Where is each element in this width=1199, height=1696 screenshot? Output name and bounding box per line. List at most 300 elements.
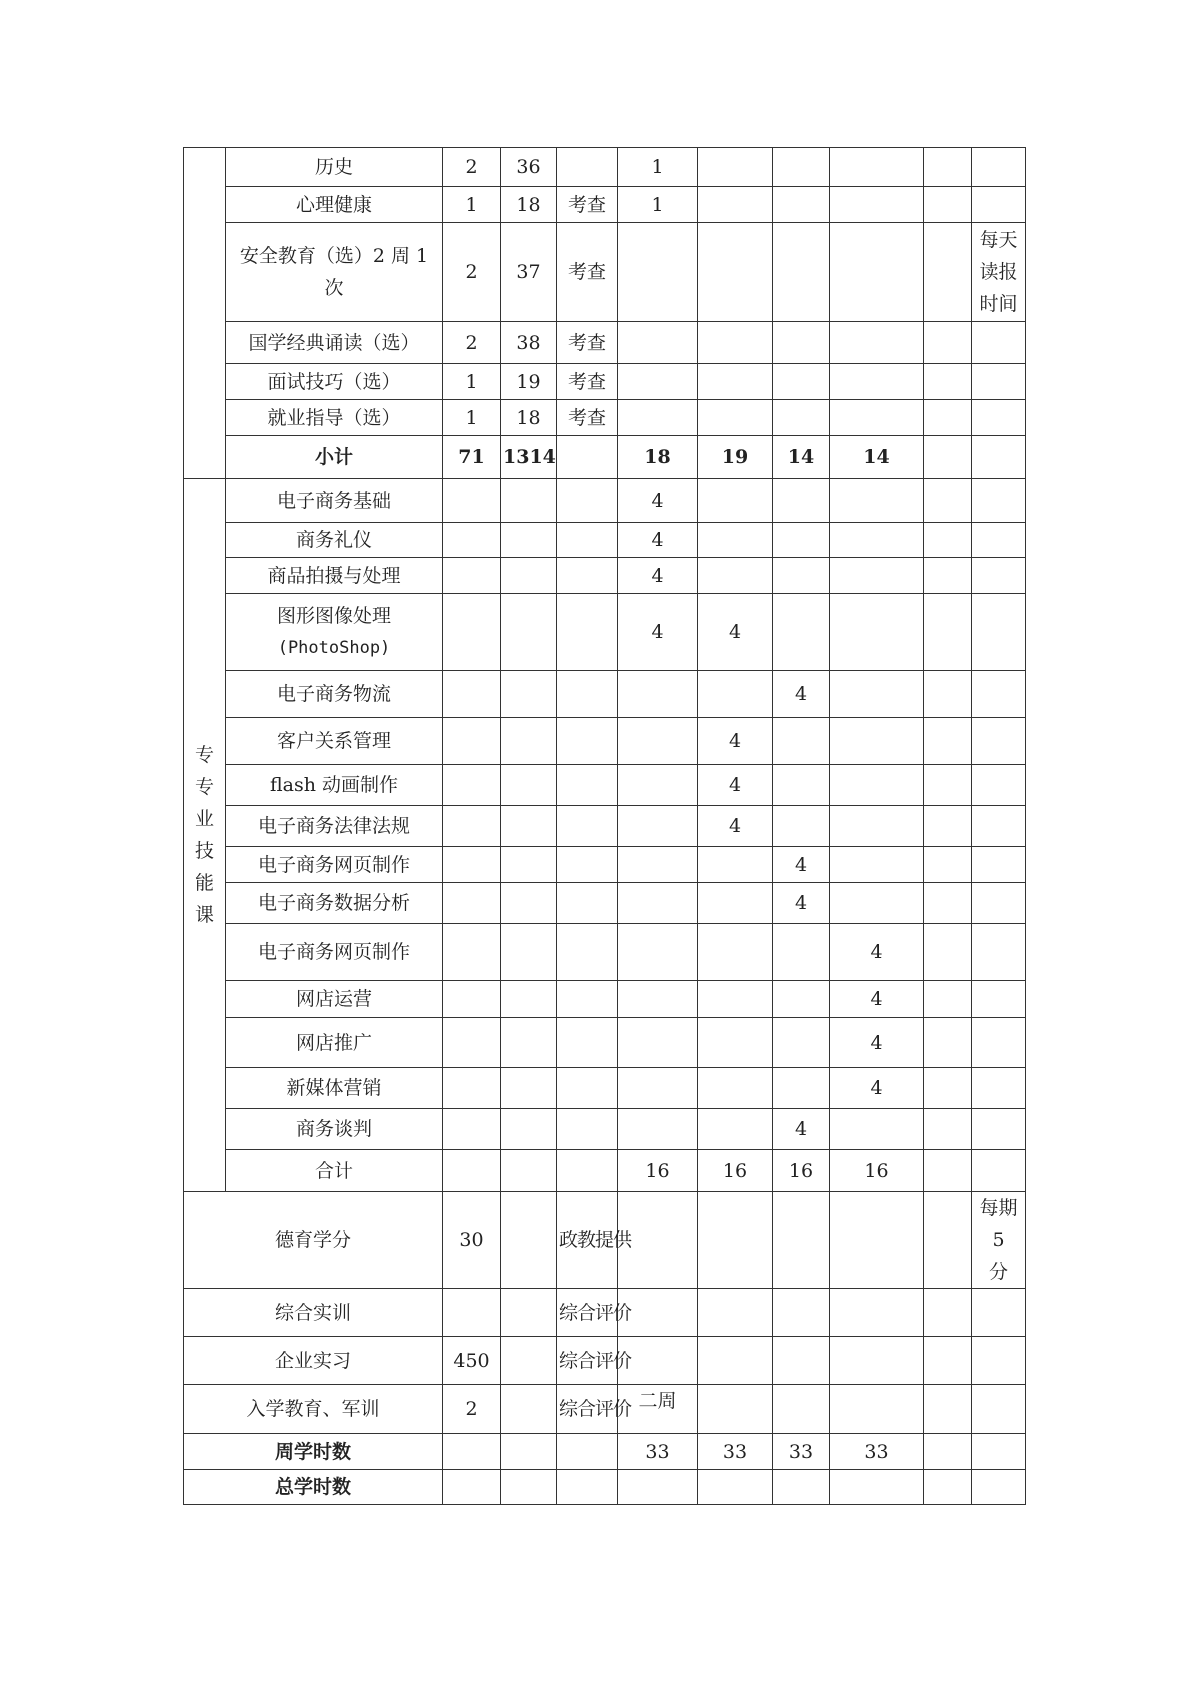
semester-3-cell bbox=[773, 1192, 830, 1289]
credits-cell: 2 bbox=[443, 223, 501, 322]
total-label: 合计 bbox=[226, 1150, 443, 1192]
semester-4-cell: 4 bbox=[830, 1018, 924, 1068]
table-row bbox=[184, 364, 1026, 400]
semester-5-cell bbox=[924, 981, 972, 1018]
semester-3-cell bbox=[773, 924, 830, 981]
semester-3-cell: 14 bbox=[773, 436, 830, 479]
assessment-cell bbox=[557, 594, 618, 671]
note-line: 时间 bbox=[979, 293, 1018, 315]
semester-4-cell bbox=[830, 718, 924, 765]
course-name: 商品拍摄与处理 bbox=[226, 558, 443, 594]
semester-5-cell bbox=[924, 479, 972, 523]
credits-cell: 1 bbox=[443, 364, 501, 400]
note-cell bbox=[972, 187, 1026, 223]
semester-5-cell bbox=[924, 223, 972, 322]
semester-5-cell bbox=[924, 1192, 972, 1289]
table-row bbox=[184, 1192, 1026, 1289]
hours-cell bbox=[501, 718, 557, 765]
semester-1-cell bbox=[618, 806, 698, 847]
semester-3-cell bbox=[773, 223, 830, 322]
semester-3-cell bbox=[773, 1470, 830, 1505]
course-name: 电子商务网页制作 bbox=[226, 847, 443, 883]
note-line: 每期5 bbox=[979, 1197, 1018, 1251]
semester-2-cell bbox=[698, 1068, 773, 1109]
row-label: 综合实训 bbox=[184, 1289, 443, 1337]
assessment-cell bbox=[557, 1434, 618, 1470]
credits-cell bbox=[443, 1068, 501, 1109]
semester-5-cell bbox=[924, 806, 972, 847]
credits-cell bbox=[443, 1434, 501, 1470]
semester-5-cell bbox=[924, 924, 972, 981]
note-cell bbox=[972, 148, 1026, 187]
credits-cell bbox=[443, 1109, 501, 1150]
note-cell bbox=[972, 671, 1026, 718]
assessment-cell: 考查 bbox=[557, 322, 618, 364]
semester-3-cell bbox=[773, 981, 830, 1018]
course-name-line: 安全教育（选）2 周 1 bbox=[239, 245, 429, 267]
note-cell bbox=[972, 1018, 1026, 1068]
credits-cell bbox=[443, 479, 501, 523]
semester-1-cell bbox=[618, 1068, 698, 1109]
semester-3-cell bbox=[773, 558, 830, 594]
assessment-cell bbox=[557, 479, 618, 523]
semester-4-cell bbox=[830, 1289, 924, 1337]
semester-2-cell bbox=[698, 1470, 773, 1505]
assessment-cell: 考查 bbox=[557, 400, 618, 436]
assessment-cell bbox=[557, 847, 618, 883]
semester-4-cell bbox=[830, 1385, 924, 1434]
note-cell bbox=[972, 883, 1026, 924]
assessment-cell bbox=[557, 436, 618, 479]
semester-3-cell bbox=[773, 148, 830, 187]
assessment-cell bbox=[557, 718, 618, 765]
table-row bbox=[184, 558, 1026, 594]
semester-4-cell bbox=[830, 1337, 924, 1385]
semester-2-cell bbox=[698, 1337, 773, 1385]
semester-4-cell bbox=[830, 479, 924, 523]
hours-cell bbox=[501, 765, 557, 806]
hours-cell bbox=[501, 1109, 557, 1150]
note-cell bbox=[972, 558, 1026, 594]
table-row bbox=[184, 223, 1026, 322]
assessment-cell bbox=[557, 765, 618, 806]
semester-4-cell bbox=[830, 765, 924, 806]
note-cell bbox=[972, 1289, 1026, 1337]
credits-cell bbox=[443, 523, 501, 558]
assessment-cell: 政教提供 bbox=[557, 1192, 618, 1289]
semester-3-cell bbox=[773, 523, 830, 558]
semester-2-cell bbox=[698, 364, 773, 400]
hours-cell: 36 bbox=[501, 148, 557, 187]
semester-2-cell bbox=[698, 523, 773, 558]
semester-5-cell bbox=[924, 1109, 972, 1150]
semester-2-cell bbox=[698, 148, 773, 187]
semester-5-cell bbox=[924, 187, 972, 223]
semester-5-cell bbox=[924, 400, 972, 436]
semester-2-cell bbox=[698, 558, 773, 594]
semester-3-cell bbox=[773, 765, 830, 806]
semester-5-cell bbox=[924, 148, 972, 187]
table-row bbox=[184, 400, 1026, 436]
note-cell bbox=[972, 594, 1026, 671]
course-name: 电子商务数据分析 bbox=[226, 883, 443, 924]
credits-cell bbox=[443, 718, 501, 765]
hours-cell: 18 bbox=[501, 187, 557, 223]
semester-5-cell bbox=[924, 1434, 972, 1470]
note-cell bbox=[972, 1150, 1026, 1192]
semester-2-cell bbox=[698, 883, 773, 924]
total-hours-row bbox=[184, 1470, 1026, 1505]
assessment-cell: 考查 bbox=[557, 187, 618, 223]
note-cell bbox=[972, 1109, 1026, 1150]
semester-3-cell bbox=[773, 718, 830, 765]
semester-4-cell bbox=[830, 322, 924, 364]
note-cell bbox=[972, 718, 1026, 765]
note-cell bbox=[972, 223, 1026, 322]
semester-3-cell bbox=[773, 187, 830, 223]
credits-cell: 2 bbox=[443, 148, 501, 187]
category-char: 业 bbox=[194, 808, 214, 830]
semester-2-cell bbox=[698, 924, 773, 981]
assessment-cell: 考查 bbox=[557, 223, 618, 322]
credits-cell: 30 bbox=[443, 1192, 501, 1289]
course-name: 网店运营 bbox=[226, 981, 443, 1018]
semester-4-cell: 14 bbox=[830, 436, 924, 479]
course-name: 历史 bbox=[226, 148, 443, 187]
semester-2-cell bbox=[698, 847, 773, 883]
note-cell bbox=[972, 523, 1026, 558]
semester-4-cell bbox=[830, 148, 924, 187]
credits-cell bbox=[443, 981, 501, 1018]
semester-5-cell bbox=[924, 847, 972, 883]
semester-3-cell bbox=[773, 1385, 830, 1434]
semester-1-cell: 1 bbox=[618, 187, 698, 223]
course-name: 电子商务网页制作 bbox=[226, 924, 443, 981]
assessment-cell bbox=[557, 671, 618, 718]
course-name bbox=[226, 594, 443, 671]
credits-cell: 1 bbox=[443, 187, 501, 223]
table-row bbox=[184, 671, 1026, 718]
category-char: 专 bbox=[194, 744, 214, 766]
semester-2-cell bbox=[698, 400, 773, 436]
category-cell-general bbox=[184, 148, 226, 479]
semester-5-cell bbox=[924, 594, 972, 671]
subtotal-hours: 1314 bbox=[501, 436, 557, 479]
semester-3-cell: 16 bbox=[773, 1150, 830, 1192]
course-name-line: (PhotoShop) bbox=[277, 638, 391, 658]
semester-3-cell bbox=[773, 364, 830, 400]
semester-2-cell bbox=[698, 1289, 773, 1337]
semester-2-cell bbox=[698, 1018, 773, 1068]
semester-1-cell: 二周 bbox=[618, 1385, 698, 1434]
semester-1-cell: 4 bbox=[618, 479, 698, 523]
semester-1-cell bbox=[618, 718, 698, 765]
hours-cell bbox=[501, 671, 557, 718]
semester-1-cell bbox=[618, 223, 698, 322]
semester-2-cell bbox=[698, 1109, 773, 1150]
semester-4-cell bbox=[830, 364, 924, 400]
note-cell bbox=[972, 981, 1026, 1018]
semester-2-cell bbox=[698, 322, 773, 364]
semester-5-cell bbox=[924, 1018, 972, 1068]
semester-4-cell bbox=[830, 223, 924, 322]
hours-cell bbox=[501, 924, 557, 981]
note-cell bbox=[972, 322, 1026, 364]
table-row bbox=[184, 1018, 1026, 1068]
semester-2-cell: 4 bbox=[698, 765, 773, 806]
semester-3-cell bbox=[773, 322, 830, 364]
note-cell bbox=[972, 1470, 1026, 1505]
course-name: flash 动画制作 bbox=[226, 765, 443, 806]
assessment-cell bbox=[557, 1470, 618, 1505]
semester-2-cell bbox=[698, 479, 773, 523]
semester-1-cell bbox=[618, 765, 698, 806]
semester-5-cell bbox=[924, 883, 972, 924]
course-name: 商务礼仪 bbox=[226, 523, 443, 558]
course-name: 电子商务基础 bbox=[226, 479, 443, 523]
table-row bbox=[184, 148, 1026, 187]
note-cell bbox=[972, 847, 1026, 883]
semester-3-cell: 33 bbox=[773, 1434, 830, 1470]
hours-cell bbox=[501, 1150, 557, 1192]
note-line: 分 bbox=[988, 1261, 1008, 1283]
hours-cell bbox=[501, 1470, 557, 1505]
credits-cell bbox=[443, 765, 501, 806]
semester-2-cell: 16 bbox=[698, 1150, 773, 1192]
semester-4-cell bbox=[830, 187, 924, 223]
credits-cell bbox=[443, 1470, 501, 1505]
assessment-cell bbox=[557, 1068, 618, 1109]
credits-cell: 1 bbox=[443, 400, 501, 436]
note-cell bbox=[972, 1192, 1026, 1289]
semester-1-cell bbox=[618, 364, 698, 400]
semester-5-cell bbox=[924, 436, 972, 479]
subtotal-row bbox=[184, 436, 1026, 479]
note-cell bbox=[972, 400, 1026, 436]
semester-5-cell bbox=[924, 364, 972, 400]
credits-cell bbox=[443, 1289, 501, 1337]
note-cell bbox=[972, 1068, 1026, 1109]
semester-4-cell: 4 bbox=[830, 924, 924, 981]
hours-cell bbox=[501, 1385, 557, 1434]
hours-cell bbox=[501, 1068, 557, 1109]
hours-cell bbox=[501, 558, 557, 594]
hours-cell bbox=[501, 594, 557, 671]
semester-2-cell bbox=[698, 1385, 773, 1434]
table-row bbox=[184, 981, 1026, 1018]
hours-cell bbox=[501, 1192, 557, 1289]
table-row bbox=[184, 924, 1026, 981]
semester-2-cell: 19 bbox=[698, 436, 773, 479]
semester-5-cell bbox=[924, 765, 972, 806]
curriculum-table bbox=[183, 147, 1026, 1505]
hours-cell bbox=[501, 1434, 557, 1470]
hours-cell bbox=[501, 523, 557, 558]
category-char: 专 bbox=[194, 776, 214, 798]
semester-1-cell bbox=[618, 883, 698, 924]
course-name: 面试技巧（选） bbox=[226, 364, 443, 400]
hours-cell bbox=[501, 1018, 557, 1068]
semester-1-cell bbox=[618, 1470, 698, 1505]
note-cell bbox=[972, 765, 1026, 806]
credits-cell bbox=[443, 806, 501, 847]
subtotal-label: 小计 bbox=[226, 436, 443, 479]
credits-cell bbox=[443, 671, 501, 718]
semester-5-cell bbox=[924, 558, 972, 594]
semester-4-cell bbox=[830, 400, 924, 436]
table-row bbox=[184, 883, 1026, 924]
assessment-cell bbox=[557, 981, 618, 1018]
category-char: 课 bbox=[194, 904, 214, 926]
hours-cell bbox=[501, 806, 557, 847]
assessment-cell bbox=[557, 1018, 618, 1068]
semester-5-cell bbox=[924, 523, 972, 558]
table-row bbox=[184, 523, 1026, 558]
table-row bbox=[184, 1289, 1026, 1337]
semester-4-cell bbox=[830, 671, 924, 718]
semester-2-cell bbox=[698, 981, 773, 1018]
hours-cell: 18 bbox=[501, 400, 557, 436]
note-line: 每天 bbox=[979, 229, 1018, 251]
credits-cell bbox=[443, 1150, 501, 1192]
row-label: 德育学分 bbox=[184, 1192, 443, 1289]
semester-3-cell bbox=[773, 479, 830, 523]
table-row bbox=[184, 187, 1026, 223]
total-hours-label: 总学时数 bbox=[184, 1470, 443, 1505]
credits-cell bbox=[443, 558, 501, 594]
assessment-cell bbox=[557, 558, 618, 594]
assessment-cell bbox=[557, 148, 618, 187]
semester-2-cell bbox=[698, 187, 773, 223]
course-name: 国学经典诵读（选） bbox=[226, 322, 443, 364]
course-name: 就业指导（选） bbox=[226, 400, 443, 436]
semester-3-cell bbox=[773, 594, 830, 671]
semester-4-cell bbox=[830, 558, 924, 594]
note-cell bbox=[972, 1434, 1026, 1470]
category-char: 技 bbox=[194, 840, 214, 862]
semester-3-cell: 4 bbox=[773, 671, 830, 718]
note-cell bbox=[972, 364, 1026, 400]
total-row bbox=[184, 1150, 1026, 1192]
semester-4-cell: 4 bbox=[830, 1068, 924, 1109]
semester-3-cell: 4 bbox=[773, 883, 830, 924]
semester-1-cell bbox=[618, 1018, 698, 1068]
assessment-cell bbox=[557, 806, 618, 847]
semester-5-cell bbox=[924, 1470, 972, 1505]
note-cell bbox=[972, 1385, 1026, 1434]
credits-cell bbox=[443, 847, 501, 883]
semester-1-cell: 4 bbox=[618, 558, 698, 594]
semester-5-cell bbox=[924, 1068, 972, 1109]
credits-cell: 2 bbox=[443, 1385, 501, 1434]
semester-2-cell: 4 bbox=[698, 718, 773, 765]
semester-4-cell bbox=[830, 1109, 924, 1150]
semester-1-cell: 4 bbox=[618, 594, 698, 671]
semester-1-cell: 16 bbox=[618, 1150, 698, 1192]
category-char: 能 bbox=[194, 872, 214, 894]
hours-cell bbox=[501, 1289, 557, 1337]
semester-3-cell bbox=[773, 1018, 830, 1068]
table-row bbox=[184, 806, 1026, 847]
semester-2-cell: 33 bbox=[698, 1434, 773, 1470]
assessment-cell bbox=[557, 924, 618, 981]
table-row bbox=[184, 765, 1026, 806]
credits-cell bbox=[443, 883, 501, 924]
credits-cell bbox=[443, 594, 501, 671]
semester-5-cell bbox=[924, 1289, 972, 1337]
row-label: 入学教育、军训 bbox=[184, 1385, 443, 1434]
hours-cell bbox=[501, 883, 557, 924]
course-name bbox=[226, 223, 443, 322]
hours-cell bbox=[501, 479, 557, 523]
credits-cell: 2 bbox=[443, 322, 501, 364]
semester-3-cell bbox=[773, 1068, 830, 1109]
assessment-cell bbox=[557, 523, 618, 558]
semester-4-cell: 4 bbox=[830, 981, 924, 1018]
table-row bbox=[184, 1385, 1026, 1434]
semester-3-cell: 4 bbox=[773, 847, 830, 883]
course-name: 客户关系管理 bbox=[226, 718, 443, 765]
note-cell bbox=[972, 924, 1026, 981]
subtotal-credits: 71 bbox=[443, 436, 501, 479]
semester-2-cell: 4 bbox=[698, 594, 773, 671]
hours-cell: 38 bbox=[501, 322, 557, 364]
credits-cell bbox=[443, 924, 501, 981]
semester-1-cell bbox=[618, 322, 698, 364]
category-cell-skills bbox=[184, 479, 226, 1192]
note-cell bbox=[972, 479, 1026, 523]
hours-cell: 37 bbox=[501, 223, 557, 322]
semester-4-cell: 16 bbox=[830, 1150, 924, 1192]
semester-2-cell: 4 bbox=[698, 806, 773, 847]
note-cell bbox=[972, 1337, 1026, 1385]
semester-3-cell bbox=[773, 806, 830, 847]
semester-5-cell bbox=[924, 1150, 972, 1192]
semester-5-cell bbox=[924, 1337, 972, 1385]
semester-4-cell bbox=[830, 806, 924, 847]
note-cell bbox=[972, 806, 1026, 847]
table-row bbox=[184, 1337, 1026, 1385]
semester-4-cell bbox=[830, 594, 924, 671]
semester-1-cell: 4 bbox=[618, 523, 698, 558]
semester-4-cell bbox=[830, 1192, 924, 1289]
course-name: 心理健康 bbox=[226, 187, 443, 223]
semester-4-cell bbox=[830, 847, 924, 883]
semester-2-cell bbox=[698, 1192, 773, 1289]
table-row bbox=[184, 847, 1026, 883]
credits-cell: 450 bbox=[443, 1337, 501, 1385]
semester-1-cell: 18 bbox=[618, 436, 698, 479]
semester-5-cell bbox=[924, 322, 972, 364]
semester-1-cell bbox=[618, 400, 698, 436]
weekly-hours-label: 周学时数 bbox=[184, 1434, 443, 1470]
table-row bbox=[184, 1068, 1026, 1109]
hours-cell bbox=[501, 981, 557, 1018]
assessment-cell: 考查 bbox=[557, 364, 618, 400]
course-name: 电子商务法律法规 bbox=[226, 806, 443, 847]
course-name: 网店推广 bbox=[226, 1018, 443, 1068]
note-line: 读报 bbox=[979, 261, 1018, 283]
course-name-line: 图形图像处理 bbox=[276, 605, 391, 627]
semester-5-cell bbox=[924, 1385, 972, 1434]
semester-3-cell bbox=[773, 1289, 830, 1337]
course-name: 电子商务物流 bbox=[226, 671, 443, 718]
semester-2-cell bbox=[698, 223, 773, 322]
row-label: 企业实习 bbox=[184, 1337, 443, 1385]
semester-3-cell bbox=[773, 400, 830, 436]
assessment-cell bbox=[557, 883, 618, 924]
semester-1-cell bbox=[618, 924, 698, 981]
